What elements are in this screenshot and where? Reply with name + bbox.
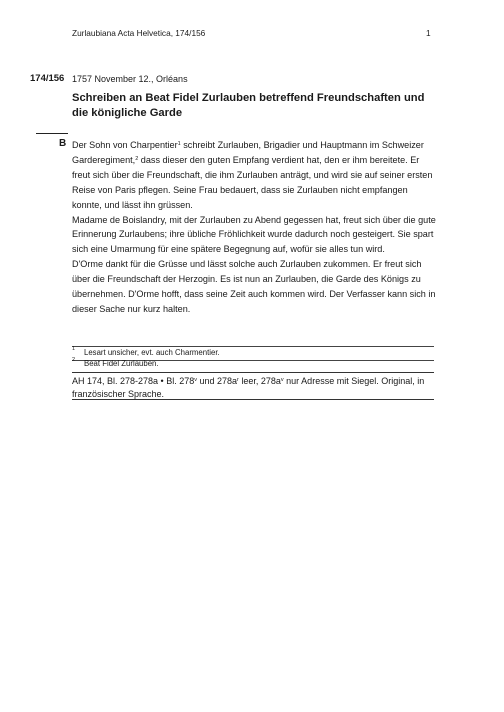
footnote-text: Beat Fidel Zurlauben. [84,359,159,368]
running-title: Zurlaubiana Acta Helvetica, 174/156 [72,28,206,38]
page-number: 1 [426,28,431,38]
document-id: 174/156 [30,73,65,84]
document-title: Schreiben an Beat Fidel Zurlauben betreffend Freundschaften und die königliche Garde [72,92,425,119]
source-rule-bottom [72,399,434,400]
source-note: AH 174, Bl. 278-278a • Bl. 278$^v$ und $278a^r$ leer, $278a^v$ nur Adresse mit Siegel. Original, in französischer Sprache. [72,376,425,399]
summary-text [72,138,436,317]
document-date-place: 1757 November 12., Orléans [72,74,188,84]
section-rule [36,133,68,134]
paragraph-1: Der Sohn von Charpentier$^1$ schreibt Zurlauben, Brigadier und Hauptmann im Schweizer Garderegiment,$^2$ dass dieser den guten Empfang verdient hat, den er ihm bereitete. Er freut sich über die Freundschaft, die ihm Zurlauben anträgt, und wird sie auf seiner ersten Reise von Paris pflegen. Seine Frau bedauert, dass sie Zurlauben nicht empfangen konnte, und lässt ihn grüssen. [72,140,433,210]
source-rule-top [72,372,434,373]
paragraph-2: Madame de Boislandry, mit der Zurlauben zu Abend gegessen hat, freut sich über die gute Erinnerung Zurlaubens; ihre übliche Fröhlichkeit wurde dadurch noch gesteigert. Sie spart sich eine Umarmung für eine spätere Begegnung auf, wofür sie alles tun wird. [72,214,436,255]
footnote-number: 2 [72,357,76,363]
footnote-rule [72,346,434,347]
footnote-number: 1 [72,346,76,352]
section-marker: B [59,138,67,149]
paragraph-3: D'Orme dankt für die Grüsse und lässt solche auch Zurlauben zukommen. Er freut sich über die Freundschaft der Herzogin. Es ist nun an Zurlauben, die Garde des Königs zu übernehmen. D'Orme hofft, dass seine Zeit auch kommen wird. Der Verfasser kann sich in dieser Sache nur kurz halten. [72,259,436,314]
footnote-text: Lesart unsicher, evt. auch Charmentier. [84,348,220,357]
footnote-ref-2: 2 [135,155,139,162]
footnote-ref-1: 1 [177,141,181,147]
